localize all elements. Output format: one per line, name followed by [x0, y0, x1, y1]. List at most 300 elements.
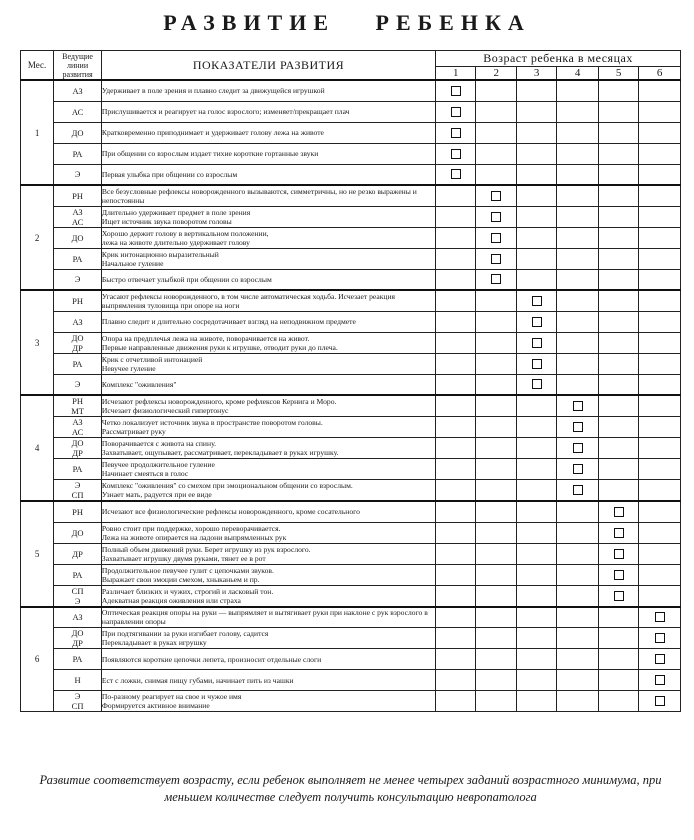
age-cell-2 [476, 480, 516, 502]
age-cell-1 [436, 311, 476, 332]
age-cell-1 [436, 417, 476, 438]
age-cell-6 [639, 628, 681, 649]
age-cell-4 [557, 480, 599, 502]
age-column-3: 3 [516, 67, 556, 81]
indicator-text: Полный объем движений руки. Берет игрушку из рук взрослого. Захватывает игрушку двумя руками, тянет ее в рот [101, 543, 435, 564]
age-cell-6 [639, 543, 681, 564]
indicator-text: Кратковременно приподнимает и удерживает голову лежа на животе [101, 122, 435, 143]
indicator-text: Исчезают все физиологические рефлексы новорожденного, кроме сосательного [101, 501, 435, 522]
age-cell-6 [639, 670, 681, 691]
age-cell-2 [476, 290, 516, 311]
development-table [20, 50, 681, 712]
age-cell-6 [639, 607, 681, 628]
age-cell-6 [639, 353, 681, 374]
age-cell-4 [557, 185, 599, 206]
table-row [21, 522, 681, 543]
indicator-text: Быстро отвечает улыбкой при общении со взрослым [101, 269, 435, 290]
age-cell-6 [639, 585, 681, 607]
age-cell-5 [598, 670, 638, 691]
table-row [21, 649, 681, 670]
indicator-text: Прислушивается и реагирует на голос взрослого; изменяет/прекращает плач [101, 101, 435, 122]
checkbox[interactable] [655, 633, 665, 643]
age-cell-6 [639, 332, 681, 353]
age-cell-6 [639, 269, 681, 290]
table-row [21, 227, 681, 248]
age-cell-2 [476, 122, 516, 143]
age-cell-6 [639, 311, 681, 332]
age-cell-1 [436, 206, 476, 227]
age-cell-5 [598, 607, 638, 628]
age-cell-2 [476, 248, 516, 269]
age-cell-5 [598, 80, 638, 101]
age-cell-6 [639, 290, 681, 311]
checkbox[interactable] [491, 254, 501, 264]
table-row [21, 480, 681, 502]
indicator-text: Первая улыбка при общении со взрослым [101, 164, 435, 185]
line-code: РА [54, 143, 102, 164]
indicator-text: При подтягивании за руки изгибает голову, садится Перекладывает в руках игрушку [101, 628, 435, 649]
age-cell-5 [598, 164, 638, 185]
table-row [21, 332, 681, 353]
indicator-text: Появляются короткие цепочки лепета, произносит отдельные слоги [101, 649, 435, 670]
checkbox[interactable] [655, 675, 665, 685]
age-cell-4 [557, 290, 599, 311]
age-column-2: 2 [476, 67, 516, 81]
age-cell-2 [476, 438, 516, 459]
indicator-text: Все безусловные рефлексы новорожденного вызываются, симметричны, но не резко выражены и непостоянны [101, 185, 435, 206]
table-row [21, 290, 681, 311]
age-cell-1 [436, 607, 476, 628]
age-cell-6 [639, 417, 681, 438]
age-cell-1 [436, 395, 476, 417]
age-cell-2 [476, 185, 516, 206]
age-cell-6 [639, 164, 681, 185]
age-cell-1 [436, 122, 476, 143]
age-cell-1 [436, 691, 476, 712]
line-code: РН [54, 290, 102, 311]
age-cell-4 [557, 417, 599, 438]
age-cell-4 [557, 80, 599, 101]
indicator-text: Поворачивается с живота на спину. Захватывает, ощупывает, рассматривает, перекладывает в руках игрушку. [101, 438, 435, 459]
age-cell-4 [557, 164, 599, 185]
indicator-text: Ровно стоит при поддержке, хорошо переворачивается. Лежа на животе опирается на ладони выпрямленных рук [101, 522, 435, 543]
indicator-text: Певучее продолжительное гуление Начинает смеяться в голос [101, 459, 435, 480]
age-cell-4 [557, 459, 599, 480]
month-cell: 3 [21, 290, 54, 395]
table-row [21, 564, 681, 585]
age-cell-5 [598, 459, 638, 480]
line-code: Э [54, 269, 102, 290]
age-cell-4 [557, 206, 599, 227]
table-row [21, 311, 681, 332]
indicator-text: Опора на предплечья лежа на животе, поворачивается на живот. Первые направленные движения руки к игрушке, отводит руки до плеча. [101, 332, 435, 353]
age-cell-6 [639, 438, 681, 459]
age-cell-1 [436, 227, 476, 248]
age-cell-3 [516, 417, 556, 438]
line-code: АЗ АС [54, 417, 102, 438]
age-column-1: 1 [436, 67, 476, 81]
checkbox[interactable] [532, 379, 542, 389]
table-row [21, 248, 681, 269]
checkbox[interactable] [532, 338, 542, 348]
age-cell-2 [476, 143, 516, 164]
age-cell-6 [639, 101, 681, 122]
checkbox[interactable] [655, 612, 665, 622]
age-cell-2 [476, 543, 516, 564]
age-cell-2 [476, 628, 516, 649]
line-code: Э СП [54, 691, 102, 712]
age-cell-1 [436, 248, 476, 269]
checkbox[interactable] [573, 422, 583, 432]
age-cell-3 [516, 522, 556, 543]
age-cell-3 [516, 670, 556, 691]
age-cell-1 [436, 480, 476, 502]
age-cell-5 [598, 290, 638, 311]
line-code: РН [54, 185, 102, 206]
age-cell-3 [516, 628, 556, 649]
age-cell-6 [639, 501, 681, 522]
line-code: РН [54, 501, 102, 522]
indicator-text: Длительно удерживает предмет в поле зрения Ищет источник звука поворотом головы [101, 206, 435, 227]
checkbox[interactable] [451, 86, 461, 96]
age-cell-5 [598, 585, 638, 607]
age-column-5: 5 [598, 67, 638, 81]
table-row [21, 585, 681, 607]
age-cell-3 [516, 101, 556, 122]
table-row [21, 607, 681, 628]
age-cell-1 [436, 269, 476, 290]
age-cell-1 [436, 564, 476, 585]
age-cell-5 [598, 501, 638, 522]
line-code: АС [54, 101, 102, 122]
checkbox[interactable] [491, 212, 501, 222]
checkbox[interactable] [573, 401, 583, 411]
age-cell-3 [516, 311, 556, 332]
age-cell-6 [639, 522, 681, 543]
age-cell-3 [516, 164, 556, 185]
age-cell-2 [476, 522, 516, 543]
age-cell-4 [557, 122, 599, 143]
age-cell-3 [516, 543, 556, 564]
age-cell-3 [516, 206, 556, 227]
age-cell-3 [516, 353, 556, 374]
table-row [21, 122, 681, 143]
table-row [21, 164, 681, 185]
table-row [21, 670, 681, 691]
indicator-text: Комплекс "оживления" [101, 374, 435, 395]
indicator-text: Плавно следит и длительно сосредотачивает взгляд на неподвижном предмете [101, 311, 435, 332]
age-cell-2 [476, 374, 516, 395]
checkbox[interactable] [573, 485, 583, 495]
age-cell-6 [639, 459, 681, 480]
footer-note: Развитие соответствует возрасту, если ребенок выполняет не менее четырех заданий возрастного минимума, при меньшем количестве следует получить консультацию невропатолога [39, 773, 662, 804]
checkbox[interactable] [451, 169, 461, 179]
age-cell-4 [557, 670, 599, 691]
age-cell-1 [436, 185, 476, 206]
age-cell-3 [516, 290, 556, 311]
age-cell-2 [476, 417, 516, 438]
line-code: РА [54, 564, 102, 585]
age-cell-5 [598, 438, 638, 459]
month-cell: 2 [21, 185, 54, 290]
age-cell-1 [436, 649, 476, 670]
age-column-6: 6 [639, 67, 681, 81]
line-code: ДО [54, 227, 102, 248]
table-row [21, 101, 681, 122]
age-cell-1 [436, 459, 476, 480]
table-row [21, 269, 681, 290]
indicator-text: Угасают рефлексы новорожденного, в том числе автоматическая ходьба. Исчезает реакция выпрямления туловища при опоре на ноги [101, 290, 435, 311]
age-cell-5 [598, 311, 638, 332]
checkbox[interactable] [573, 464, 583, 474]
age-cell-2 [476, 501, 516, 522]
checkbox[interactable] [491, 191, 501, 201]
month-cell: 5 [21, 501, 54, 607]
indicator-rows [21, 80, 681, 712]
checkbox[interactable] [614, 528, 624, 538]
age-cell-5 [598, 269, 638, 290]
line-code: Э СП [54, 480, 102, 502]
age-cell-1 [436, 670, 476, 691]
age-cell-4 [557, 585, 599, 607]
checkbox[interactable] [614, 570, 624, 580]
age-cell-6 [639, 691, 681, 712]
age-cell-3 [516, 438, 556, 459]
month-cell: 4 [21, 395, 54, 501]
age-cell-2 [476, 564, 516, 585]
line-code: АЗ [54, 80, 102, 101]
age-cell-1 [436, 501, 476, 522]
age-cell-5 [598, 480, 638, 502]
age-cell-5 [598, 564, 638, 585]
table-row [21, 438, 681, 459]
checkbox[interactable] [655, 654, 665, 664]
age-cell-3 [516, 248, 556, 269]
age-cell-2 [476, 101, 516, 122]
age-cell-3 [516, 80, 556, 101]
age-cell-1 [436, 585, 476, 607]
line-code: РА [54, 459, 102, 480]
line-code: ДО [54, 122, 102, 143]
age-cell-3 [516, 607, 556, 628]
age-cell-4 [557, 353, 599, 374]
age-cell-2 [476, 311, 516, 332]
page-title [0, 10, 694, 36]
indicator-text: При общении со взрослым издает тихие короткие гортанные звуки [101, 143, 435, 164]
age-cell-5 [598, 143, 638, 164]
checkbox[interactable] [532, 317, 542, 327]
checkbox[interactable] [573, 443, 583, 453]
age-cell-3 [516, 691, 556, 712]
age-cell-6 [639, 649, 681, 670]
age-cell-1 [436, 332, 476, 353]
age-cell-1 [436, 80, 476, 101]
checkbox[interactable] [614, 591, 624, 601]
age-cell-3 [516, 395, 556, 417]
table-row [21, 143, 681, 164]
indicators-header: ПОКАЗАТЕЛИ РАЗВИТИЯ [101, 51, 435, 81]
age-cell-6 [639, 374, 681, 395]
month-header: Мес. [21, 51, 54, 81]
age-header: Возраст ребенка в месяцах [436, 51, 681, 67]
age-cell-4 [557, 248, 599, 269]
checkbox[interactable] [451, 107, 461, 117]
age-cell-5 [598, 628, 638, 649]
indicator-text: Исчезают рефлексы новорожденного, кроме рефлексов Кернига и Моро. Исчезает физиологический гипертонус [101, 395, 435, 417]
table-row [21, 185, 681, 206]
month-cell: 1 [21, 80, 54, 185]
age-cell-2 [476, 395, 516, 417]
line-code: ДО ДР [54, 332, 102, 353]
indicator-text: Хорошо держит голову в вертикальном положении, лежа на животе длительно удерживает голову [101, 227, 435, 248]
age-cell-1 [436, 543, 476, 564]
age-cell-1 [436, 101, 476, 122]
age-cell-1 [436, 164, 476, 185]
table-row [21, 353, 681, 374]
age-cell-6 [639, 143, 681, 164]
age-cell-3 [516, 585, 556, 607]
indicator-text: Продолжительное певучее гулит с цепочками звуков. Выражает свои эмоции смехом, хныканьем и пр. [101, 564, 435, 585]
age-cell-3 [516, 185, 556, 206]
checkbox[interactable] [451, 128, 461, 138]
age-cell-4 [557, 101, 599, 122]
age-cell-6 [639, 480, 681, 502]
line-code: РА [54, 353, 102, 374]
checkbox[interactable] [532, 296, 542, 306]
table-row [21, 691, 681, 712]
age-cell-5 [598, 543, 638, 564]
checkbox[interactable] [614, 549, 624, 559]
age-cell-4 [557, 501, 599, 522]
age-cell-1 [436, 143, 476, 164]
checkbox[interactable] [655, 696, 665, 706]
checkbox[interactable] [451, 149, 461, 159]
indicator-text: Четко локализует источник звука в пространстве поворотом головы. Рассматривает руку [101, 417, 435, 438]
age-cell-4 [557, 311, 599, 332]
age-cell-5 [598, 332, 638, 353]
age-cell-3 [516, 122, 556, 143]
age-cell-6 [639, 80, 681, 101]
checkbox[interactable] [614, 507, 624, 517]
age-cell-4 [557, 564, 599, 585]
line-code: СП Э [54, 585, 102, 607]
indicator-text: Оптическая реакция опоры на руки — выпрямляет и вытягивает руки при наклоне с рук взрослого в направлении опоры [101, 607, 435, 628]
table-row [21, 395, 681, 417]
table-row [21, 206, 681, 227]
age-cell-4 [557, 543, 599, 564]
checkbox[interactable] [491, 233, 501, 243]
age-cell-3 [516, 269, 556, 290]
age-cell-6 [639, 227, 681, 248]
line-code: ДО ДР [54, 438, 102, 459]
age-cell-3 [516, 459, 556, 480]
age-cell-2 [476, 332, 516, 353]
age-cell-3 [516, 480, 556, 502]
line-code: Э [54, 374, 102, 395]
age-cell-1 [436, 353, 476, 374]
age-cell-5 [598, 248, 638, 269]
age-cell-2 [476, 206, 516, 227]
title-word-1: РАЗВИТИЕ [163, 10, 336, 35]
line-code: ДР [54, 543, 102, 564]
age-cell-2 [476, 607, 516, 628]
line-code: ДО [54, 522, 102, 543]
table-row [21, 374, 681, 395]
line-code: Э [54, 164, 102, 185]
indicator-text: Крик с отчетливой интонацией Невучее гуление [101, 353, 435, 374]
age-cell-4 [557, 332, 599, 353]
age-cell-5 [598, 649, 638, 670]
indicator-text: Удерживает в поле зрения и плавно следит за движущейся игрушкой [101, 80, 435, 101]
age-cell-5 [598, 691, 638, 712]
age-cell-6 [639, 248, 681, 269]
age-cell-5 [598, 395, 638, 417]
age-cell-3 [516, 501, 556, 522]
age-cell-1 [436, 290, 476, 311]
age-cell-5 [598, 522, 638, 543]
age-cell-3 [516, 227, 556, 248]
checkbox[interactable] [491, 274, 501, 284]
age-cell-3 [516, 564, 556, 585]
age-cell-4 [557, 395, 599, 417]
age-cell-4 [557, 607, 599, 628]
age-cell-2 [476, 691, 516, 712]
title-word-2: РЕБЕНКА [375, 10, 531, 35]
age-cell-4 [557, 628, 599, 649]
age-cell-4 [557, 522, 599, 543]
line-code: РА [54, 248, 102, 269]
age-cell-6 [639, 206, 681, 227]
indicator-text: Крик интонационно выразительный Начальное гуление [101, 248, 435, 269]
age-cell-4 [557, 649, 599, 670]
age-cell-1 [436, 628, 476, 649]
indicator-text: Ест с ложки, снимая пищу губами, начинает пить из чашки [101, 670, 435, 691]
age-cell-5 [598, 353, 638, 374]
age-cell-2 [476, 585, 516, 607]
table-row [21, 459, 681, 480]
age-cell-2 [476, 164, 516, 185]
checkbox[interactable] [532, 359, 542, 369]
line-code: Н [54, 670, 102, 691]
table-row [21, 80, 681, 101]
age-cell-3 [516, 332, 556, 353]
line-code: РА [54, 649, 102, 670]
age-cell-4 [557, 374, 599, 395]
age-cell-2 [476, 269, 516, 290]
month-cell: 6 [21, 607, 54, 712]
age-cell-5 [598, 374, 638, 395]
age-cell-1 [436, 438, 476, 459]
age-cell-5 [598, 227, 638, 248]
age-cell-2 [476, 459, 516, 480]
line-code: АЗ [54, 311, 102, 332]
age-cell-5 [598, 122, 638, 143]
indicator-text: Комплекс "оживления" со смехом при эмоциональном общении со взрослым. Узнает мать, радуется при ее виде [101, 480, 435, 502]
age-cell-3 [516, 649, 556, 670]
age-cell-2 [476, 649, 516, 670]
age-cell-3 [516, 143, 556, 164]
indicator-text: По-разному реагирует на свое и чужое имя Формируется активное внимание [101, 691, 435, 712]
age-cell-6 [639, 122, 681, 143]
table-row [21, 417, 681, 438]
table-row [21, 628, 681, 649]
age-cell-4 [557, 227, 599, 248]
indicator-text: Различает близких и чужих, строгий и ласковый тон. Адекватная реакция оживления или страха [101, 585, 435, 607]
line-code: РН МТ [54, 395, 102, 417]
age-cell-5 [598, 101, 638, 122]
line-code: ДО ДР [54, 628, 102, 649]
age-cell-5 [598, 185, 638, 206]
